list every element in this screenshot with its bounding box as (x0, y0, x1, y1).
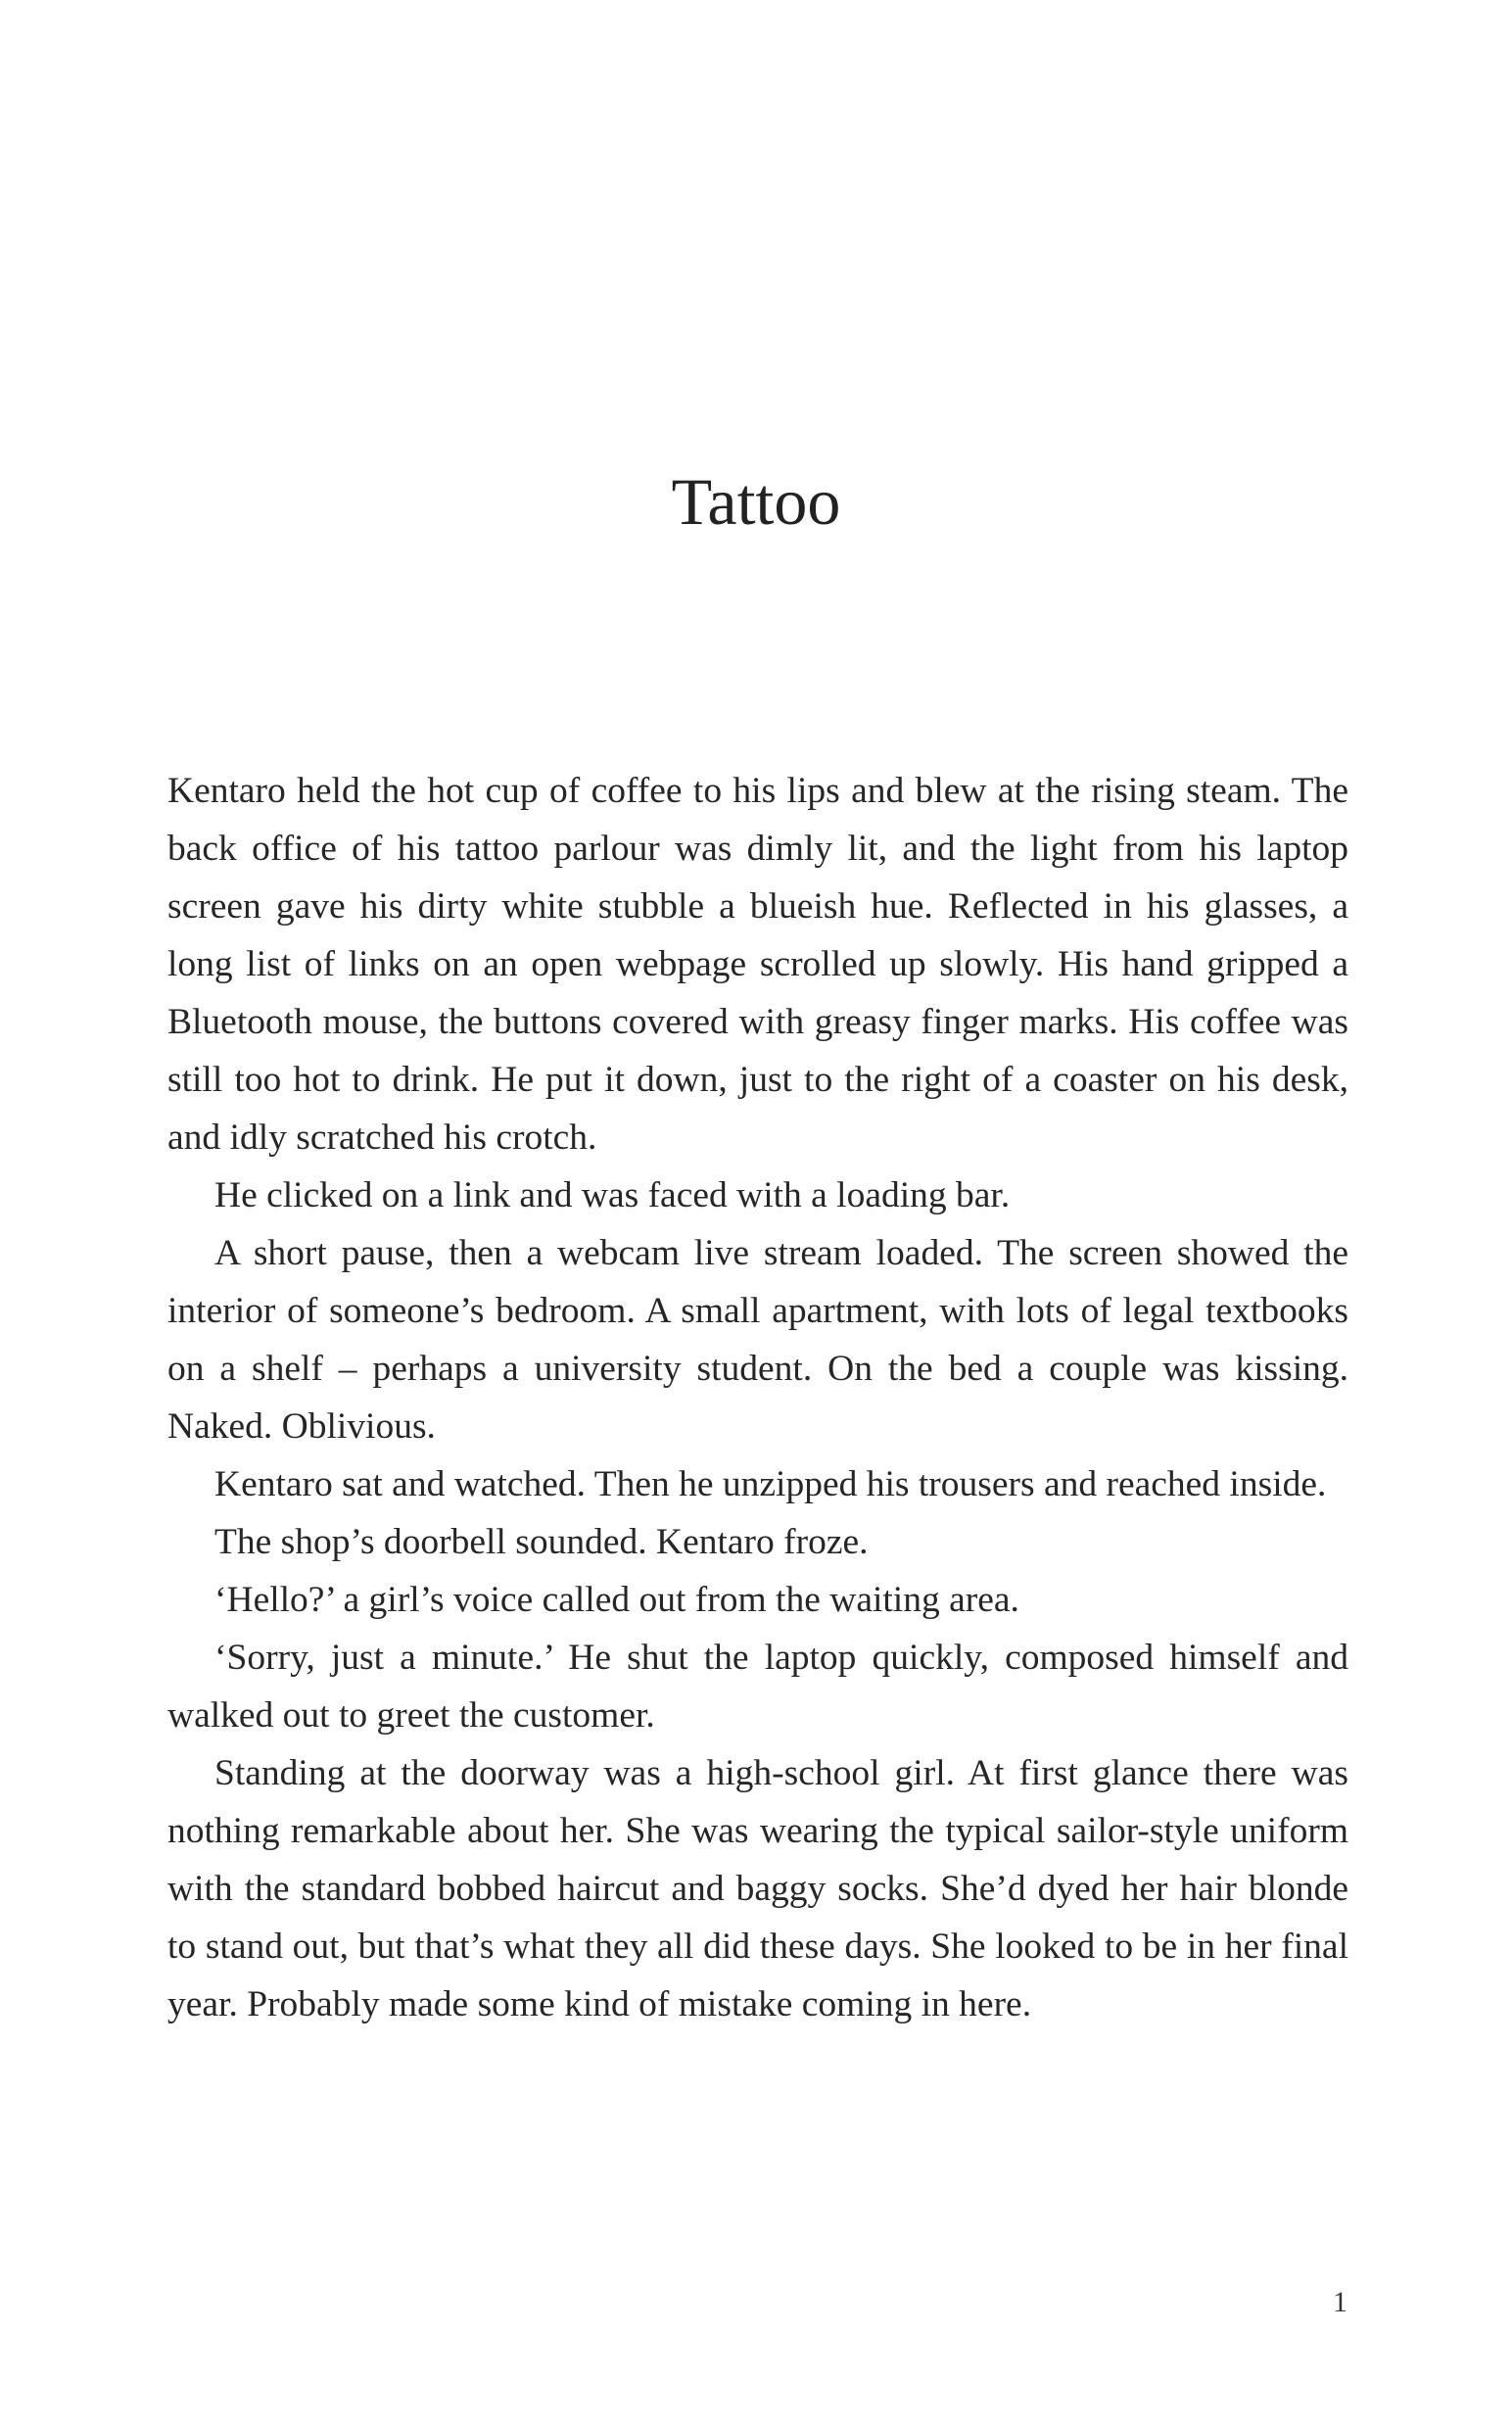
paragraph: A short pause, then a webcam live stream loaded. The screen showed the interior of someone’s bedroom. A small apartment, with lots of legal textbooks on a shelf – perhaps a university student. On the bed a couple was kissing. Naked. Oblivious. (167, 1233, 1348, 1447)
paragraph: The shop’s doorbell sounded. Kentaro froze. (214, 1522, 869, 1562)
chapter-title: Tattoo (671, 464, 841, 539)
paragraph: Kentaro held the hot cup of coffee to his lips and blew at the rising steam. The back office of his tattoo parlour was dimly lit, and the light from his laptop screen gave his dirty white stubble a blueish hue. Reflected in his glasses, a long list of links on an open webpage scrolled up slowly. His hand gripped a Bluetooth mouse, the buttons covered with greasy finger marks. His coffee was still too hot to drink. He put it down, just to the right of a coaster on his desk, and idly scratched his crotch. (167, 771, 1348, 1158)
paragraph: ‘Hello?’ a girl’s voice called out from the waiting area. (214, 1580, 1019, 1620)
chapter-body (167, 762, 1348, 2033)
page-number: 1 (1333, 2286, 1347, 2318)
paragraph: Standing at the doorway was a high-school girl. At first glance there was nothing remarkable about her. She was wearing the typical sailor-style uniform with the standard bobbed haircut and baggy socks. She’d dyed her hair blonde to stand out, but that’s what they all did these days. She looked to be in her final year. Probably made some kind of mistake coming in here. (167, 1753, 1348, 2024)
paragraph: He clicked on a link and was faced with a loading bar. (214, 1175, 1011, 1215)
paragraph: ‘Sorry, just a minute.’ He shut the laptop quickly, composed himself and walked out to greet the customer. (167, 1638, 1348, 1736)
paragraph: Kentaro sat and watched. Then he unzipped his trousers and reached inside. (214, 1464, 1327, 1504)
